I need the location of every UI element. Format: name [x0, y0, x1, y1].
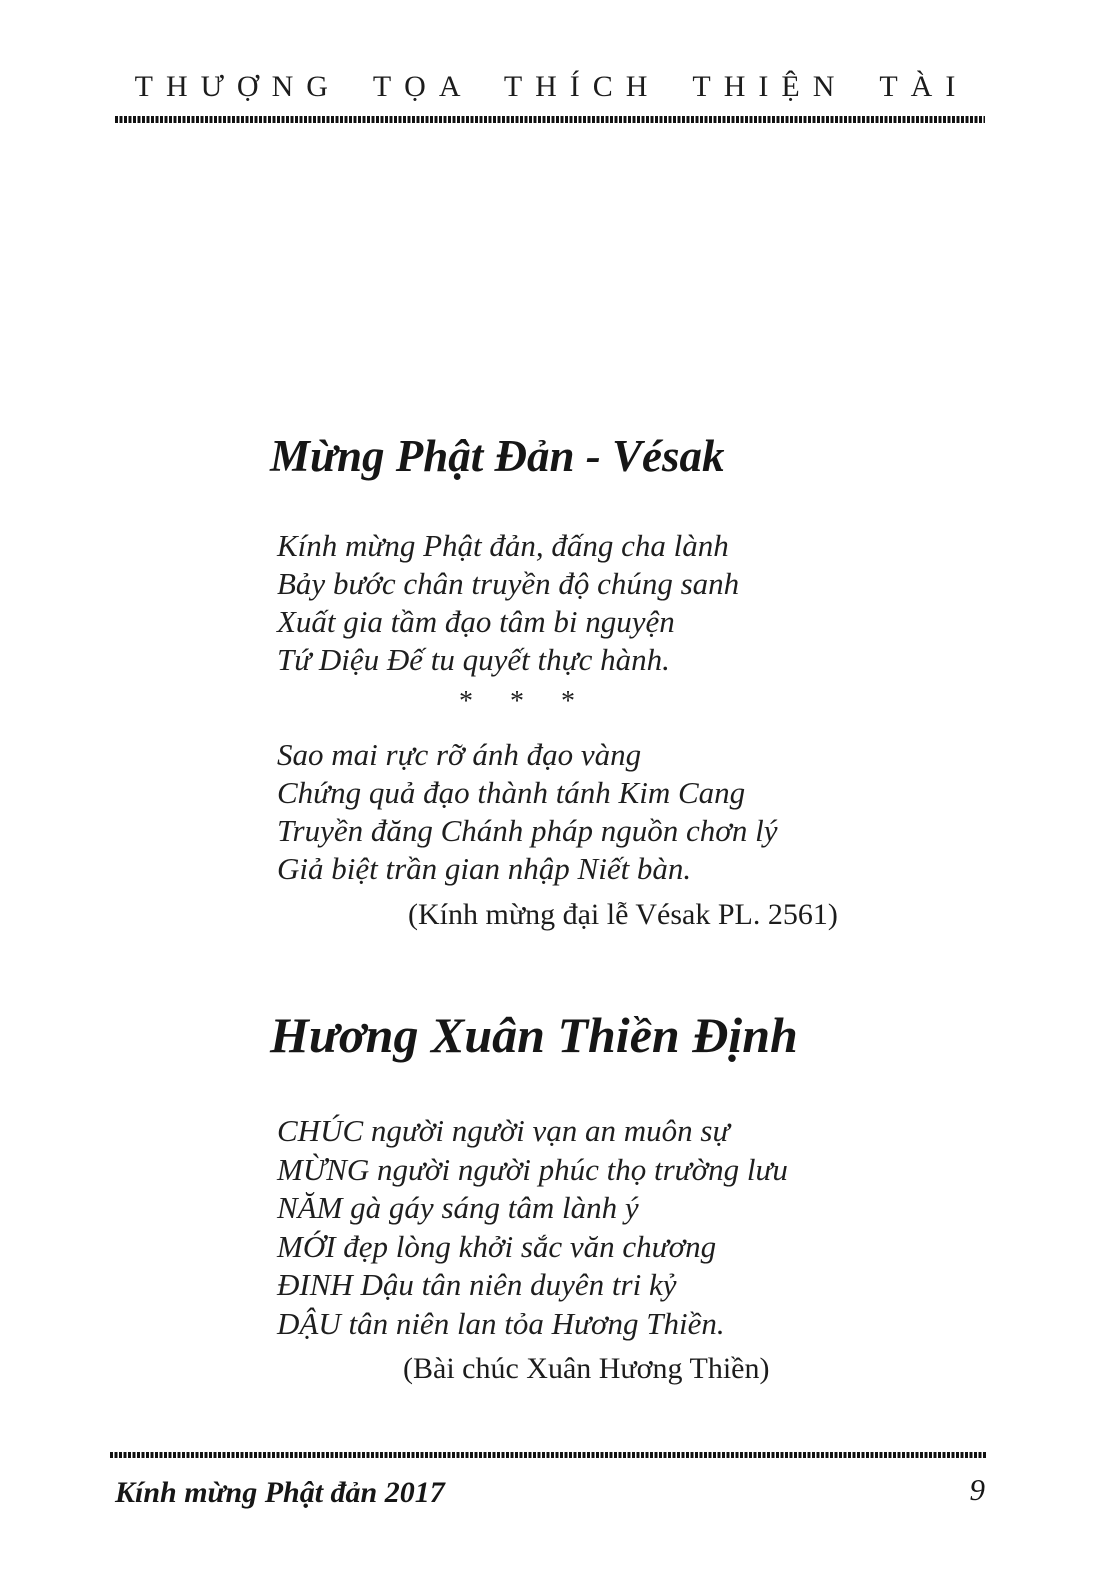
poem-line: ĐINH Dậu tân niên duyên tri kỷ — [277, 1267, 677, 1302]
poem2-dedication: (Bài chúc Xuân Hương Thiền) — [403, 1352, 770, 1385]
poem-line: Sao mai rực rỡ ánh đạo vàng — [277, 737, 642, 772]
page-number: 9 — [969, 1472, 985, 1507]
poem2-title: Hương Xuân Thiền Định — [270, 1007, 798, 1063]
poem-line: Bảy bước chân truyền độ chúng sanh — [277, 566, 740, 601]
stanza-separator-asterisks: * * * — [459, 686, 575, 717]
running-header-author: THƯỢNG TỌA THÍCH THIỆN TÀI — [134, 70, 969, 103]
poem-line: Truyền đăng Chánh pháp nguồn chơn lý — [277, 813, 778, 848]
poem-line: Tứ Diệu Đế tu quyết thực hành. — [277, 642, 670, 677]
poem-line: Giả biệt trần gian nhập Niết bàn. — [277, 851, 692, 886]
poem-line: CHÚC người người vạn an muôn sự — [277, 1113, 730, 1148]
poem-line: Chứng quả đạo thành tánh Kim Cang — [277, 775, 746, 810]
poem-line: MỚI đẹp lòng khởi sắc văn chương — [277, 1228, 717, 1264]
poem-line: NĂM gà gáy sáng tâm lành ý — [277, 1190, 639, 1225]
header-rule — [115, 116, 985, 123]
poem1-stanza2 — [277, 736, 777, 888]
poem1-stanza1 — [277, 527, 739, 679]
poem-line: DẬU tân niên lan tỏa Hương Thiền. — [277, 1305, 725, 1341]
footer-rule — [110, 1452, 986, 1458]
poem2-stanza — [277, 1112, 788, 1343]
footer-book-title: Kính mừng Phật đản 2017 — [115, 1476, 445, 1509]
poem1-dedication: (Kính mừng đại lễ Vésak PL. 2561) — [408, 898, 838, 931]
poem1-title: Mừng Phật Đản - Vésak — [270, 431, 725, 481]
poem-line: MỪNG người người phúc thọ trường lưu — [277, 1151, 788, 1187]
poem-line: Xuất gia tầm đạo tâm bi nguyện — [277, 604, 675, 639]
poem-line: Kính mừng Phật đản, đấng cha lành — [277, 528, 729, 563]
